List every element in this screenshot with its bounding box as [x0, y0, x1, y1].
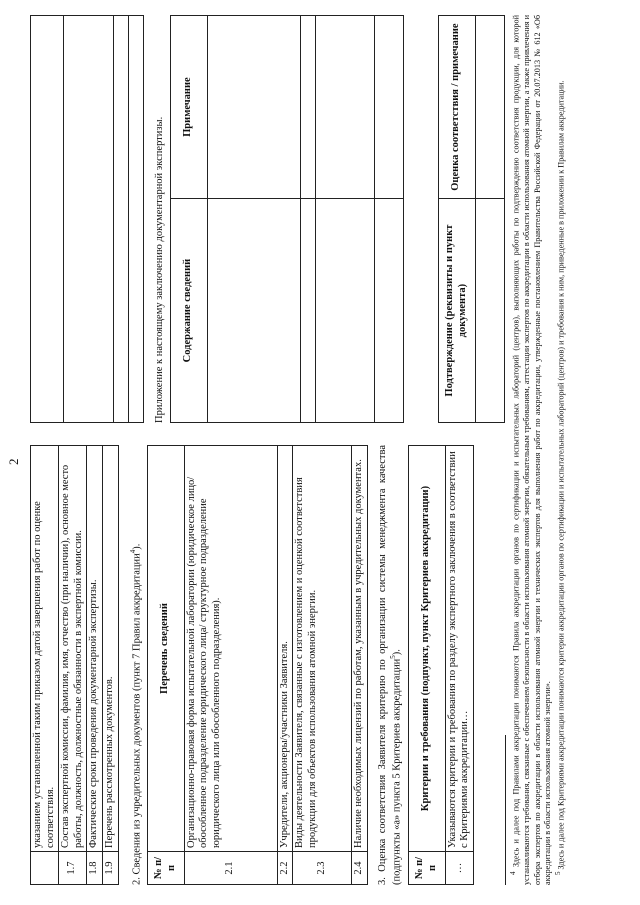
footnote-4: [509, 15, 554, 885]
table-cell-num: 1.8: [87, 852, 103, 885]
table-row: [293, 446, 352, 885]
table-cell-empty: [374, 16, 403, 199]
footnote-5: [554, 15, 567, 885]
section3-title-text: 3. Оценка соответствия Заявителя критерию по организации системы менеджмента качества (подпункты «а» пункта 5 Критериев аккредитации: [376, 445, 403, 885]
table-cell-empty: [114, 16, 129, 423]
table-cell-empty: [315, 16, 374, 199]
right-column: [30, 15, 505, 423]
table-row: [475, 16, 504, 423]
footnotes: [505, 15, 567, 885]
footnote-text: Здесь и далее под Критериями аккредитации понимаются критерии аккредитации органов по сертификации и испытательных лабораторий (центров) и требования к ним, приведенные в приложении к Правилам аккредитации.: [556, 80, 566, 870]
header-num: № п/п: [408, 852, 445, 885]
header-list: Перечень сведений: [147, 446, 184, 852]
section2-title-text: 2. Сведения из учредительных документов (пункт 7 Правил аккредитации: [131, 553, 143, 885]
table-row: [300, 16, 315, 423]
table-cell-text: Фактические сроки проведения документарной экспертизы.: [87, 446, 103, 852]
table-cell-text: Указываются критерии и требования по разделу экспертного заключения в соответствии с Критериями аккредитации…: [445, 446, 473, 852]
table-cell-text: Учредители, акционеры/участники Заявителя.: [277, 446, 293, 852]
footnote-mark: 5: [553, 871, 562, 875]
table-section1-right: [30, 15, 144, 423]
footnote-mark: 4: [509, 871, 517, 875]
footnote-text: Здесь и далее под Правилами аккредитации понимаются Правила аккредитации органов по сертификации и испытательных лабораторий (центров), выполняющих работы по подтверждению соответствия продукции, для которой устанавливаются требования, связанные с обеспечением безопасности в области использования атомной энергии, обязательным требованиям, аттестации экспертов по аккредитации в области использования атомной энергии, а также привлечения и отбора экспертов по аккредитации в области использования атомной энергии и технических экспертов для выполнения работ по аккредитации, утвержденные постановлением Правительства Российской Федерации от 20.07.2013 № 612 «Об аккредитации в области использования атомной энергии».: [511, 15, 553, 885]
table-cell-empty: [64, 16, 114, 423]
table-row: [31, 16, 64, 423]
table-row: [59, 446, 87, 885]
table-row: [114, 16, 129, 423]
table-cell-empty: [300, 199, 315, 423]
header-criteria: Критерии и требования (подпункт, пункт Критериев аккредитации): [408, 446, 445, 852]
header-num: № п/п: [147, 852, 184, 885]
table-row: [277, 446, 293, 885]
table-cell-num: 1.7: [59, 852, 87, 885]
table-cell-num: …: [445, 852, 473, 885]
table-cell-empty: [207, 199, 300, 423]
table-row: [129, 16, 144, 423]
table-cell-num: [31, 852, 59, 885]
table-cell-num: 2.3: [293, 852, 352, 885]
table-section2-left: [147, 445, 368, 885]
table-cell-confirm: [475, 199, 504, 423]
table-cell-empty: [374, 199, 403, 423]
table-cell-empty: [31, 16, 64, 423]
table-row: [87, 446, 103, 885]
table-row: [374, 16, 403, 423]
header-note: Примечание: [170, 16, 207, 199]
table-header-row: [147, 446, 184, 885]
table-cell-text: Перечень рассмотренных документов.: [102, 446, 118, 852]
footnote-divider: [505, 735, 506, 885]
table-cell-empty: [315, 199, 374, 423]
table-cell-text: Состав экспертной комиссии, фамилия, имя, отчество (при наличии), основное место работы, должность, должностные обязанности в экспертной комиссии.: [59, 446, 87, 852]
section3-title-end: ).: [391, 649, 403, 656]
table-cell-text: Организационно-правовая форма испытательной лаборатории (юридическое лицо/ обособленное подразделение юридического лица/ структурное подразделение юридического лица или обособленного подразделения).: [184, 446, 277, 852]
table-cell-empty: [300, 16, 315, 199]
table-section1-continued: [30, 445, 119, 885]
table-cell-text: Виды деятельности Заявителя, связанные с изготовлением и оценкой соответствия продукции для объектов использования атомной энергии.: [293, 446, 352, 852]
section2-title-end: ).: [131, 543, 143, 550]
table-row: [315, 16, 374, 423]
table-cell-num: 1.9: [102, 852, 118, 885]
table-cell-num: 2.4: [352, 852, 368, 885]
section3-title: [377, 445, 405, 885]
footnote-ref-5: 5: [389, 655, 398, 659]
table-row: [352, 446, 368, 885]
table-cell-eval: [475, 16, 504, 199]
table-row: [207, 16, 300, 423]
table-section2-right: [170, 15, 404, 423]
table-cell-empty: [207, 16, 300, 199]
header-content: Содержание сведений: [170, 199, 207, 423]
page-number: 2: [6, 458, 21, 465]
table-header-row: [438, 16, 475, 423]
table-header-row: [170, 16, 207, 423]
table-cell-text: указанием установленной таким приказом датой завершения работ по оценке соответствия.: [31, 446, 59, 852]
table-cell-num: 2.1: [184, 852, 277, 885]
table-row: [31, 446, 59, 885]
section2-title: [129, 445, 144, 885]
appendix-note: Приложение к настоящему заключению документарной экспертизы.: [154, 116, 165, 423]
header-eval: Оценка соответствия / примечание: [438, 16, 475, 199]
table-header-row: [408, 446, 445, 885]
table-row: [184, 446, 277, 885]
footnote-ref-4: 4: [128, 549, 137, 554]
table-cell-empty: [129, 16, 144, 423]
spacer: [404, 15, 438, 423]
table-cell-num: 2.2: [277, 852, 293, 885]
table-row: [64, 16, 114, 423]
header-confirm: Подтверждение (реквизиты и пункт документа): [438, 199, 475, 423]
table-cell-text: Наличие необходимых лицензий по работам, указанным в учредительных документах.: [352, 446, 368, 852]
table-row: [102, 446, 118, 885]
left-column: [30, 445, 474, 885]
table-section3-left: [408, 445, 474, 885]
table-section3-right: [438, 15, 505, 423]
table-row: [445, 446, 473, 885]
